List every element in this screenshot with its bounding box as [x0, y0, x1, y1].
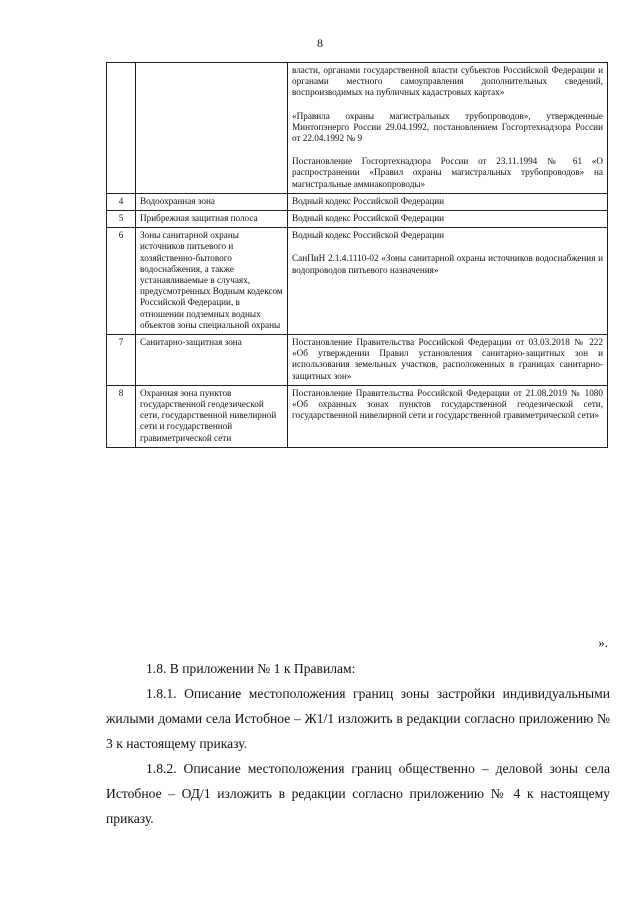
paragraph-1-8: 1.8. В приложении № 1 к Правилам: — [146, 661, 356, 676]
zone-name: Санитарно-защитная зона — [136, 335, 288, 386]
page-number: 8 — [317, 36, 323, 50]
table-row — [107, 211, 608, 228]
row-number: 4 — [107, 193, 136, 210]
zone-name: Прибрежная защитная полоса — [136, 211, 288, 228]
row-number: 6 — [107, 228, 136, 335]
regulation-doc: Постановление Госгортехнадзора России от 23.11.1994 № 61 «О распространении «Правил охраны магистральных трубопроводов» на магистральные аммиакопроводы» — [292, 156, 603, 189]
paragraph-1-8-1: 1.8.1. Описание местоположения границ зоны застройки индивидуальными жилыми домами села Истобное – Ж1/1 изложить в редакции согласно приложению № 3 к настоящему приказу. — [106, 686, 610, 751]
row-number: 5 — [107, 211, 136, 228]
regulations-table — [106, 62, 608, 448]
regulation-docs — [288, 228, 608, 335]
table-row — [107, 385, 608, 447]
closing-quote: ». — [598, 635, 608, 650]
zone-name: Водоохранная зона — [136, 193, 288, 210]
row-number — [107, 63, 136, 194]
table-row — [107, 335, 608, 386]
regulation-docs — [288, 211, 608, 228]
regulation-doc: Постановление Правительства Российской Федерации от 21.08.2019 № 1080 «Об охранных зонах пунктов государственной геодезической сети, государственной нивелирной сети и государственной гравиметрической сети» — [292, 387, 603, 421]
row-number: 7 — [107, 335, 136, 386]
regulation-docs — [288, 335, 608, 386]
regulation-docs — [288, 193, 608, 210]
zone-name — [136, 63, 288, 194]
regulation-doc: Водный кодекс Российской Федерации — [292, 230, 445, 241]
regulation-doc: Водный кодекс Российской Федерации — [292, 195, 445, 206]
regulation-doc: Постановление Правительства Российской Федерации от 03.03.2018 № 222 «Об утверждении Правил установления санитарно-защитных зон и использования земельных участков, расположенных в границах санитарно-защитных зон» — [292, 337, 603, 381]
table-row — [107, 228, 608, 335]
regulation-docs — [288, 385, 608, 447]
paragraph-1-8-2: 1.8.2. Описание местоположения границ общественно – деловой зоны села Истобное – ОД/1 изложить в редакции согласно приложению № 4 к настоящему приказу. — [106, 761, 610, 826]
regulation-doc: Водный кодекс Российской Федерации — [292, 213, 445, 224]
regulation-docs — [288, 63, 608, 194]
table-row — [107, 193, 608, 210]
regulation-doc: власти, органами государственной власти субъектов Российской Федерации и органами местного самоуправления дополнительных сведений, воспроизводимых на публичных кадастровых картах» — [292, 65, 603, 98]
table-row — [107, 63, 608, 194]
body-text — [106, 656, 610, 831]
regulation-doc: «Правила охраны магистральных трубопроводов», утвержденные Минтопэнерго России 29.04.1992, постановлением Госгортехнадзора России от 22.04.1992 № 9 — [292, 110, 603, 144]
row-number: 8 — [107, 385, 136, 447]
zone-name: Охранная зона пунктов государственной геодезической сети, государственной нивелирной сети и государственной гравиметрической сети — [136, 385, 288, 447]
regulation-doc: СанПиН 2.1.4.1110-02 «Зоны санитарной охраны источников водоснабжения и водопроводов питьевого назначения» — [292, 253, 603, 275]
zone-name: Зоны санитарной охраны источников питьевого и хозяйственно-бытового водоснабжения, а также устанавливаемые в случаях, предусмотренных Водным кодексом Российской Федерации, в отношении подземных водных объектов зоны специальной охраны — [136, 228, 288, 335]
